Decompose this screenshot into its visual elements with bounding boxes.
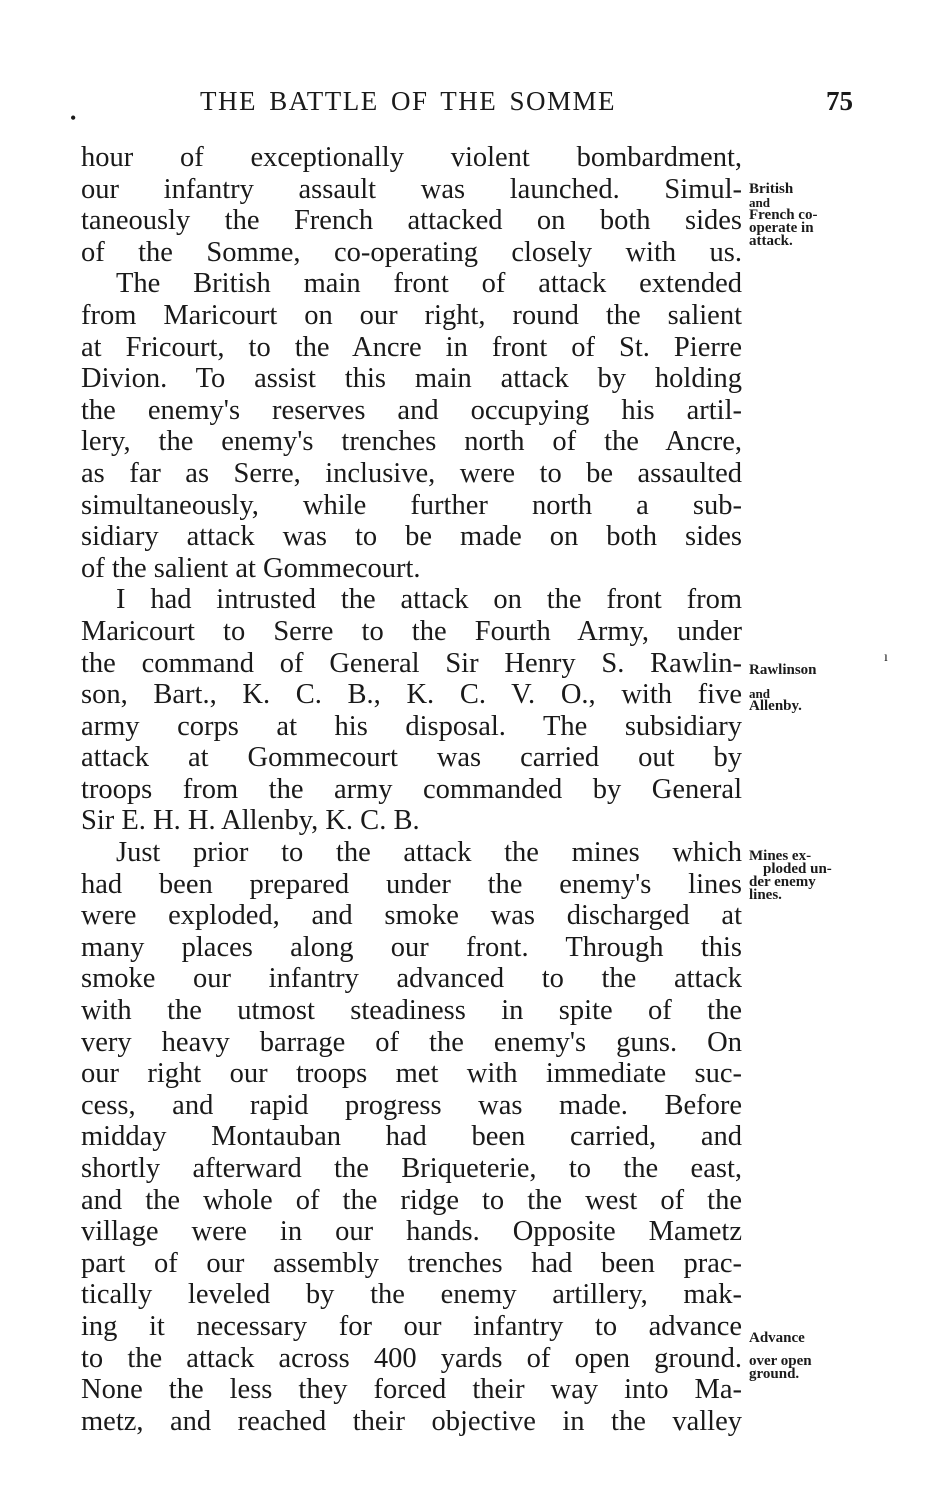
text-line: of the salient at Gommecourt. xyxy=(81,552,421,584)
side-note-line: Advance xyxy=(749,1330,805,1346)
stray-dot-mark: • xyxy=(70,108,77,128)
text-line: taneously the French attacked on both sides xyxy=(81,205,742,237)
side-note-rawlinson-allenby xyxy=(749,664,879,713)
text-line: from Maricourt on our right, round the salient xyxy=(81,299,742,331)
side-note-british-french xyxy=(749,183,879,248)
side-note-line: ground. xyxy=(749,1366,800,1382)
text-line: attack at Gommecourt was carried out by xyxy=(81,742,742,774)
text-line: our right our troops met with immediate suc- xyxy=(81,1058,742,1090)
text-line: many places along our front. Through this xyxy=(81,931,742,963)
side-note-line: attack. xyxy=(749,233,793,249)
text-line: the command of General Sir Henry S. Rawlin- xyxy=(81,647,742,679)
text-line: Sir E. H. H. Allenby, K. C. B. xyxy=(81,805,420,837)
side-note-line: and xyxy=(749,686,770,701)
side-note-line: ploded un- xyxy=(763,861,832,877)
text-line: the enemy's reserves and occupying his artil- xyxy=(81,394,742,426)
text-line: were exploded, and smoke was discharged at xyxy=(81,900,742,932)
text-line: I had intrusted the attack on the front from xyxy=(116,584,742,616)
page-number: 75 xyxy=(826,86,853,116)
side-note-mines-exploded xyxy=(749,850,879,902)
text-line: cess, and rapid progress was made. Before xyxy=(81,1089,742,1121)
side-note-line: der enemy xyxy=(749,874,816,890)
text-line: part of our assembly trenches had been prac- xyxy=(81,1247,742,1279)
text-line: sidiary attack was to be made on both sides xyxy=(81,521,742,553)
text-line: lery, the enemy's trenches north of the Ancre, xyxy=(81,426,742,458)
side-note-line: lines. xyxy=(749,887,782,903)
side-note-line: French co- xyxy=(749,207,818,223)
side-note-advance-open-ground xyxy=(749,1332,879,1381)
body-text xyxy=(81,142,742,1437)
text-line: ing it necessary for our infantry to advance xyxy=(81,1310,742,1342)
text-line: had been prepared under the enemy's lines xyxy=(81,868,742,900)
text-line: The British main front of attack extended xyxy=(116,268,742,300)
side-note-line: Mines ex- xyxy=(749,848,812,864)
text-line: as far as Serre, inclusive, were to be assaulted xyxy=(81,457,742,489)
text-line: army corps at his disposal. The subsidiary xyxy=(81,710,742,742)
side-note-line: and xyxy=(749,195,770,210)
stray-margin-mark: ı xyxy=(884,650,888,665)
text-line: at Fricourt, to the Ancre in front of St. Pierre xyxy=(81,331,742,363)
text-line: midday Montauban had been carried, and xyxy=(81,1121,742,1153)
side-note-line: Rawlinson xyxy=(749,662,817,678)
text-line: Just prior to the attack the mines which xyxy=(116,837,742,869)
side-note-line: Allenby. xyxy=(749,698,802,714)
side-note-line: British xyxy=(749,181,794,197)
text-line: shortly afterward the Briqueterie, to the east, xyxy=(81,1153,742,1184)
text-line: Divion. To assist this main attack by holding xyxy=(81,363,742,395)
text-line: village were in our hands. Opposite Mametz xyxy=(81,1216,742,1248)
text-line: very heavy barrage of the enemy's guns. On xyxy=(81,1026,742,1058)
text-line: None the less they forced their way into Ma- xyxy=(81,1374,742,1406)
text-line: to the attack across 400 yards of open ground. xyxy=(81,1342,742,1374)
text-line: and the whole of the ridge to the west of the xyxy=(81,1184,742,1216)
running-title: THE BATTLE OF THE SOMME xyxy=(200,86,617,116)
text-line: metz, and reached their objective in the valley xyxy=(81,1405,742,1437)
text-line: our infantry assault was launched. Simul- xyxy=(81,173,742,205)
text-line: son, Bart., K. C. B., K. C. V. O., with five xyxy=(81,679,742,711)
text-line: with the utmost steadiness in spite of the xyxy=(81,995,742,1027)
side-note-line: over open xyxy=(749,1353,812,1369)
text-line: of the Somme, co-operating closely with us. xyxy=(81,236,742,268)
text-line: troops from the army commanded by General xyxy=(81,773,742,805)
side-note-line: operate in xyxy=(749,220,814,236)
text-line: smoke our infantry advanced to the attack xyxy=(81,963,742,995)
text-line: tically leveled by the enemy artillery, mak- xyxy=(81,1279,742,1311)
text-line: Maricourt to Serre to the Fourth Army, under xyxy=(81,615,742,647)
text-line: simultaneously, while further north a sub- xyxy=(81,489,742,521)
text-line: hour of exceptionally violent bombardment, xyxy=(81,142,742,173)
